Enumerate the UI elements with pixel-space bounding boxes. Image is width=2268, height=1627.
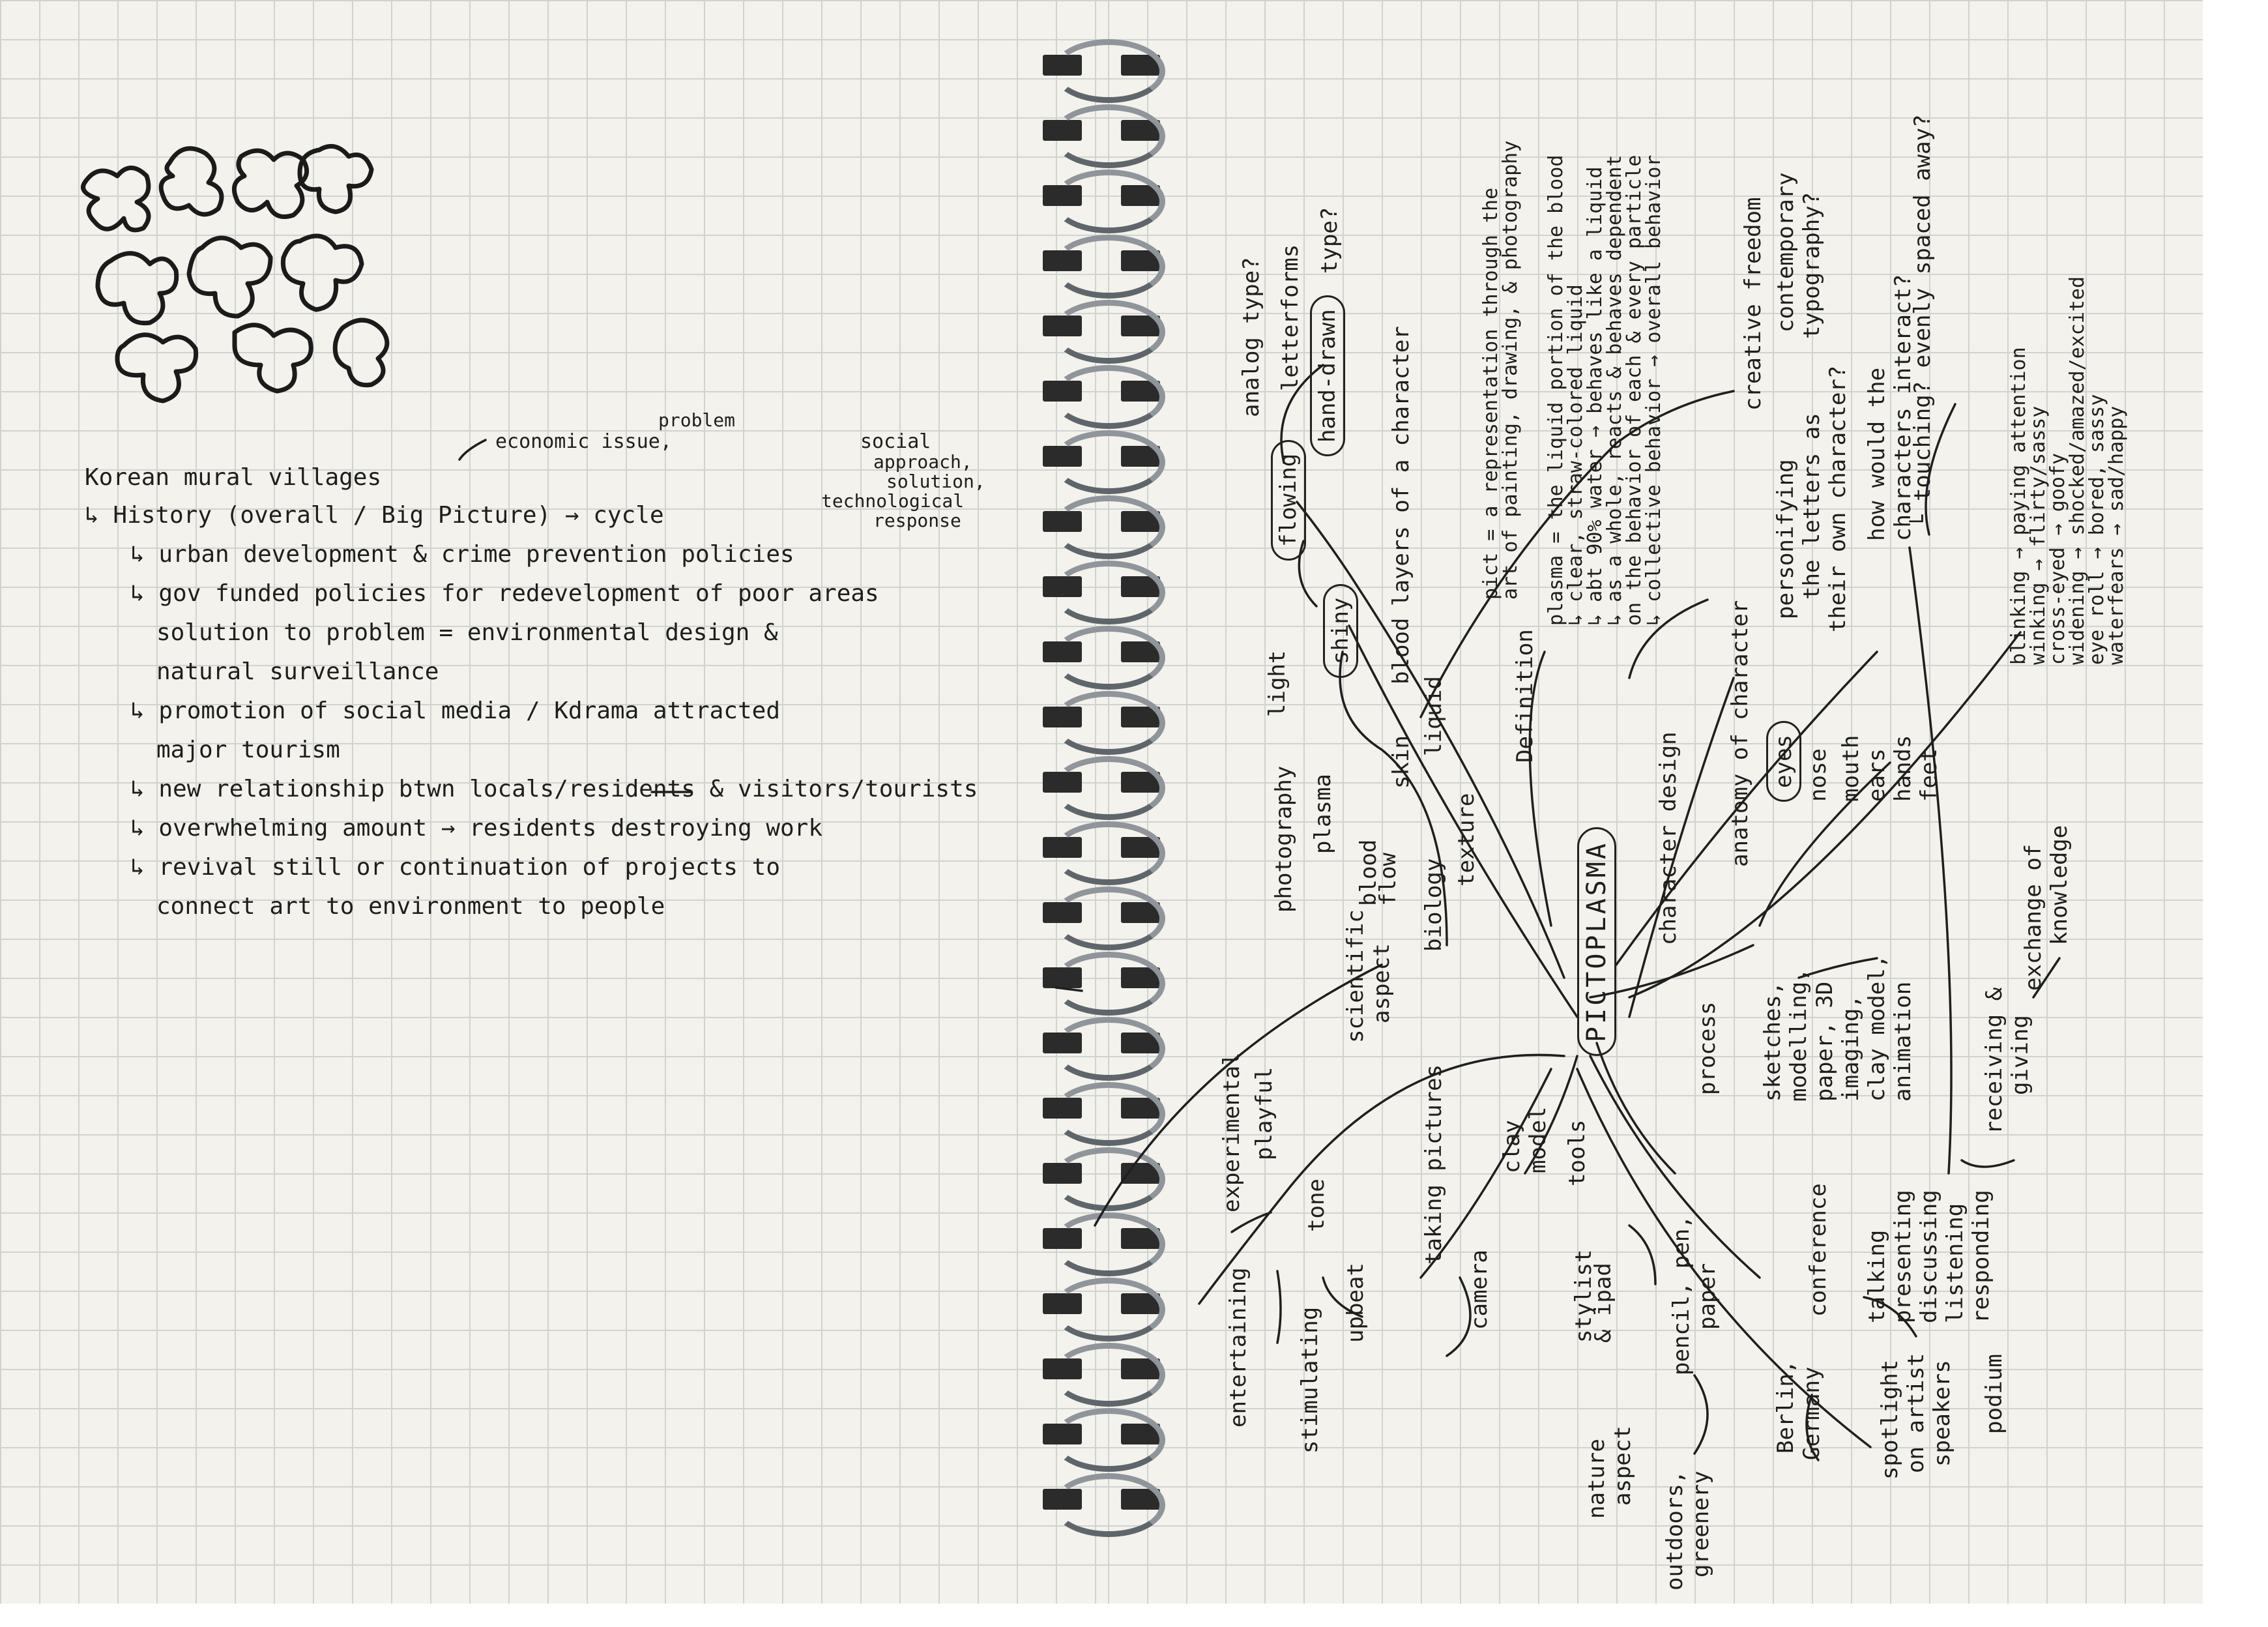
note-line: natural surveillance xyxy=(156,658,439,685)
annotation-response: response xyxy=(873,510,961,531)
note-line: solution to problem = environmental design & xyxy=(156,619,778,646)
note-line: ↳ History (overall / Big Picture) → cycle xyxy=(85,502,664,529)
node-skin: skin xyxy=(1388,735,1414,789)
annotation-solution: solution, xyxy=(886,471,985,492)
node-ears: ears xyxy=(1864,748,1890,802)
node-conference: conference xyxy=(1805,1183,1831,1317)
node-speakers: speakers xyxy=(1929,1360,1955,1467)
node-layers-of-a-character: layers of a character xyxy=(1388,326,1414,606)
node-analog-type: analog type? xyxy=(1238,257,1264,417)
node-germany: Germany xyxy=(1799,1366,1825,1460)
node-clay: clay xyxy=(1499,1120,1525,1173)
node-pictoplasma: PICTOPLASMA xyxy=(1577,827,1616,1056)
node-texture: texture xyxy=(1453,793,1479,887)
annotation-economic: economic issue, xyxy=(495,430,672,453)
node-spotlight: spotlight xyxy=(1877,1359,1903,1480)
annotation-problem: problem xyxy=(658,409,736,431)
node-exchange-of: exchange of xyxy=(2020,843,2046,991)
note-line: Korean mural villages xyxy=(85,464,382,491)
node-greenery: greenery xyxy=(1688,1471,1714,1577)
node-mouth: mouth xyxy=(1838,735,1864,802)
eye-expression-line: eye roll → bored, sassy xyxy=(2086,394,2108,665)
node-blood-2: blood xyxy=(1356,839,1382,906)
node-typography: typography? xyxy=(1799,192,1825,339)
node-anatomy-of-character: anatomy of character xyxy=(1727,600,1753,867)
node-stylist: stylist xyxy=(1571,1249,1597,1343)
node-letterforms: letterforms xyxy=(1277,244,1303,391)
eye-expression-line: blinking → paying attention xyxy=(2007,347,2030,665)
definition-line: plasma = the liquid portion of the blood xyxy=(1545,154,1567,626)
node-experimental: experimental xyxy=(1219,1052,1245,1212)
definition-line: art of painting, drawing, & photography xyxy=(1499,140,1522,600)
note-line: ↳ promotion of social media / Kdrama attracted xyxy=(130,697,780,724)
node-definition: Definition xyxy=(1512,629,1538,763)
node-paper: paper xyxy=(1694,1263,1721,1330)
node-their-own-character: their own character? xyxy=(1825,365,1851,632)
node-creative-freedom: creative freedom xyxy=(1740,197,1766,411)
node-biology: biology xyxy=(1421,858,1447,952)
definition-line: pict = a representation through the xyxy=(1479,187,1502,600)
node-personifying: personifying xyxy=(1773,459,1799,619)
node-flow: flow xyxy=(1375,853,1401,906)
annotation-technological: technological xyxy=(821,490,965,512)
node-nature-aspect: aspect xyxy=(1610,1426,1636,1506)
eye-expression-line: cross-eyed → goofy xyxy=(2046,452,2069,665)
note-line: ↳ new relationship btwn locals/residents & visitors/tourists xyxy=(130,776,978,802)
node-clay-model: clay model, xyxy=(1864,954,1890,1102)
node-liquid: liquid xyxy=(1421,676,1447,756)
node-entertaining: entertaining xyxy=(1225,1267,1251,1428)
definition-line: on the behavior of each & every particle xyxy=(1623,154,1646,626)
node-nose: nose xyxy=(1805,748,1831,802)
node-hand-drawn: hand-drawn xyxy=(1310,295,1345,456)
node-feet: feet xyxy=(1916,748,1942,802)
node-model: model xyxy=(1525,1106,1551,1173)
node-knowledge: knowledge xyxy=(2046,825,2072,945)
node-talking: talking xyxy=(1864,1229,1890,1323)
node-flowing: flowing xyxy=(1271,440,1306,561)
node-receiving: receiving & xyxy=(1981,987,2007,1134)
node-how-would-the: how would the xyxy=(1864,367,1890,541)
node-characters-interact: characters interact? xyxy=(1890,274,1916,541)
definition-line: ↳ clear, straw-colored liquid xyxy=(1564,284,1587,626)
node-tone: tone xyxy=(1303,1179,1330,1232)
node-modelling: modelling, xyxy=(1786,968,1812,1102)
node-giving: giving xyxy=(2007,1015,2033,1095)
node-podium: podium xyxy=(1981,1354,2007,1434)
node-eyes: eyes xyxy=(1766,721,1801,802)
note-line: ↳ overwhelming amount → residents destroying work xyxy=(130,815,823,842)
annotation-approach: approach, xyxy=(873,451,972,473)
note-line: ↳ gov funded policies for redevelopment of poor areas xyxy=(130,580,879,607)
node-process: process xyxy=(1694,1001,1721,1095)
eye-expression-line: waterfears → sad/happy xyxy=(2105,405,2128,665)
node-the-letters-as: the letters as xyxy=(1799,413,1825,600)
definition-line: ↳ collective behavior → overall behavior xyxy=(1642,154,1665,626)
node-berlin: Berlin, xyxy=(1773,1360,1799,1454)
node-camera: camera xyxy=(1466,1250,1492,1330)
node-paper-3d: paper, 3D xyxy=(1812,981,1838,1102)
node-imaging: imaging, xyxy=(1838,995,1864,1102)
node-touching-evenly-spaced: └ touching? evenly spaced away? xyxy=(1910,114,1936,528)
note-line: ↳ urban development & crime prevention policies xyxy=(130,541,794,568)
node-responding: responding xyxy=(1968,1190,1994,1323)
node-sketches: sketches, xyxy=(1760,981,1786,1102)
node-outdoors: outdoors, xyxy=(1662,1470,1688,1590)
node-presenting: presenting xyxy=(1890,1190,1916,1323)
note-line: ↳ revival still or continuation of projects to xyxy=(130,854,780,881)
node-character-design: character design xyxy=(1655,731,1681,945)
node-shiny: shiny xyxy=(1323,584,1358,678)
node-aspect: aspect xyxy=(1369,943,1395,1023)
node-photography: photography xyxy=(1271,765,1297,913)
node-on-artist: on artist xyxy=(1903,1353,1929,1473)
node-type-question: type? xyxy=(1316,207,1343,274)
node-taking-pictures: taking pictures xyxy=(1421,1064,1447,1265)
node-playful: playful xyxy=(1251,1066,1277,1160)
node-pencil-pen: pencil, pen, xyxy=(1668,1215,1694,1375)
node-blood: blood xyxy=(1388,617,1414,684)
eye-expression-line: widening → shocked/amazed/excited xyxy=(2066,276,2089,665)
node-animation: animation xyxy=(1890,981,1916,1102)
note-line: major tourism xyxy=(156,737,340,763)
node-plasma: plasma xyxy=(1310,774,1336,854)
node-light: light xyxy=(1264,650,1290,717)
node-nature: nature xyxy=(1584,1439,1610,1519)
node-scientific: scientific xyxy=(1343,909,1369,1043)
node-discussing: discussing xyxy=(1916,1190,1942,1323)
node-upbeat: upbeat xyxy=(1343,1263,1369,1343)
node-contemporary: contemporary xyxy=(1773,172,1799,332)
definition-line: ↳ abt 90% water → behaves like a liquid xyxy=(1584,166,1606,626)
eye-expression-line: winking → flirty/sassy xyxy=(2027,405,2050,665)
node-hands: hands xyxy=(1890,735,1916,802)
node-and-ipad: & ipad xyxy=(1590,1263,1616,1343)
node-listening: listening xyxy=(1942,1203,1968,1323)
note-line: connect art to environment to people xyxy=(156,893,665,920)
definition-line: ↳ as a whole, reacts & behaves dependent xyxy=(1603,154,1626,626)
node-tools: tools xyxy=(1564,1119,1590,1186)
node-stimulating: stimulating xyxy=(1297,1306,1323,1454)
annotation-social: social xyxy=(860,430,931,453)
